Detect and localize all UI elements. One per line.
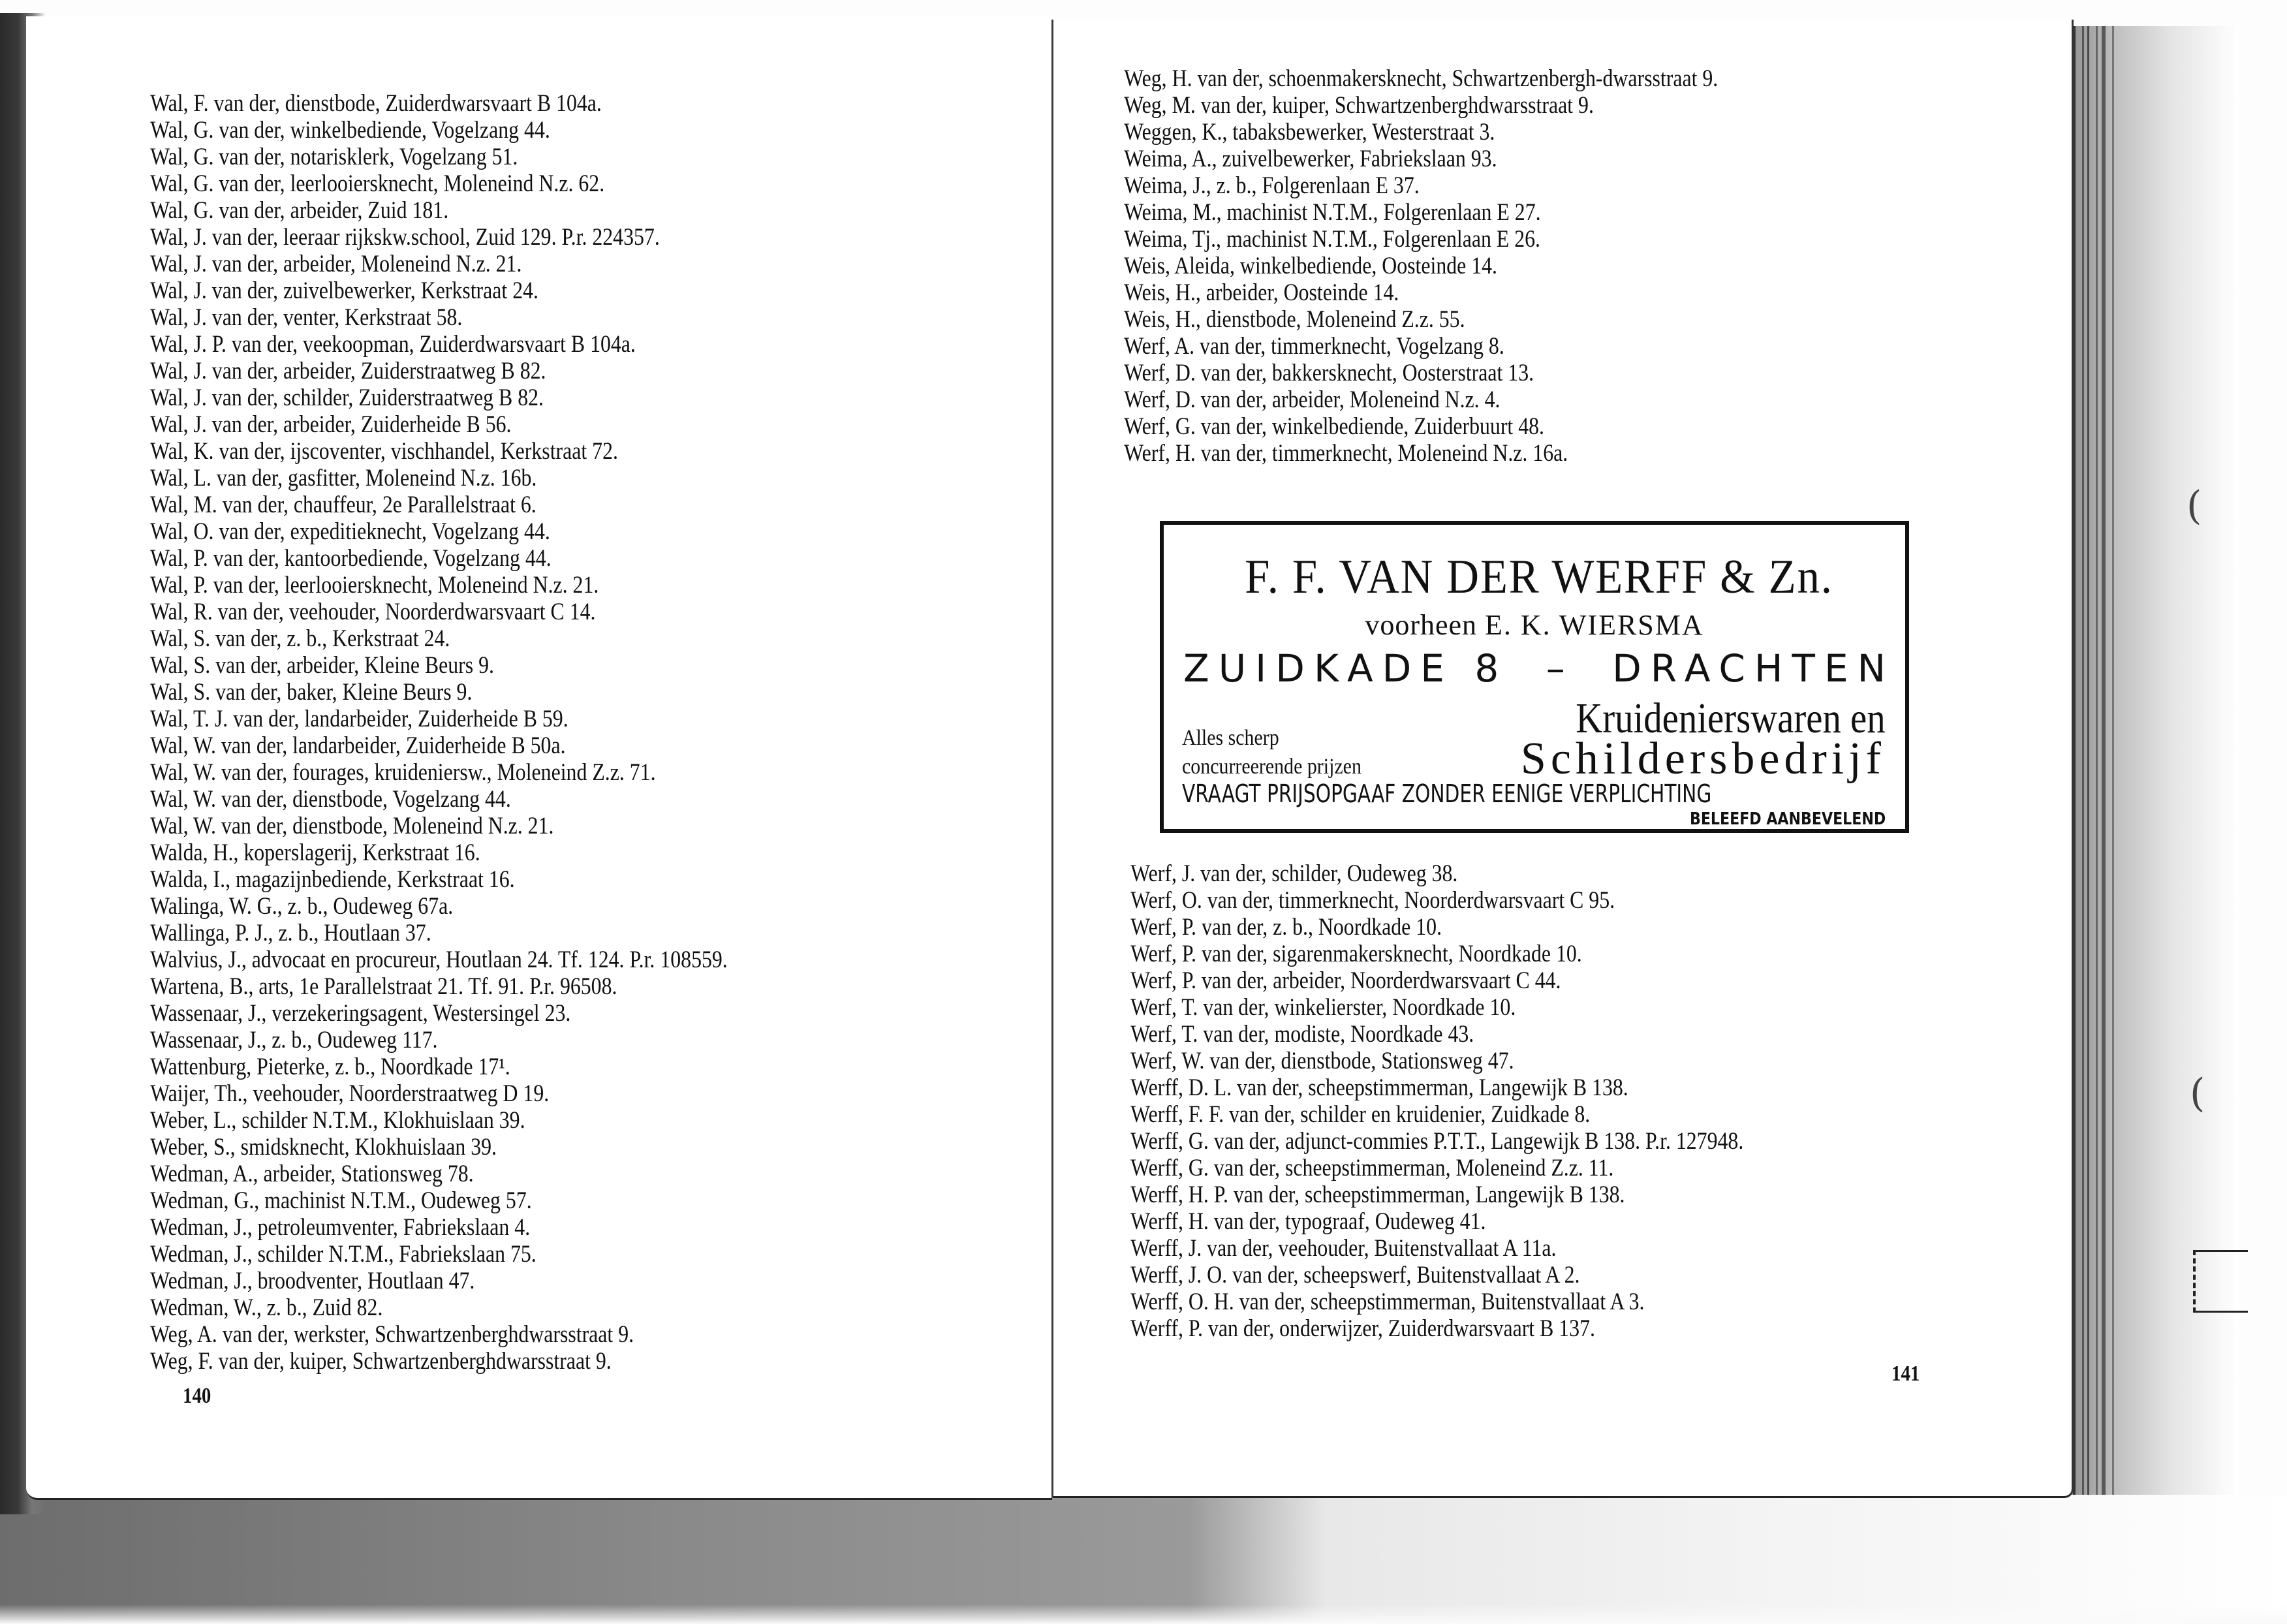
directory-entry-text: Wedman, J., petroleumventer, Fabriekslaan 4. (150, 1214, 531, 1241)
directory-entry (150, 170, 1004, 197)
directory-entry (150, 1134, 1004, 1161)
directory-entry (150, 90, 1004, 117)
directory-entry-text: Wal, J. P. van der, veekoopman, Zuiderdwarsvaart B 104a. (150, 331, 636, 358)
page-stack-edge (2087, 26, 2098, 1495)
directory-entry (150, 224, 1004, 251)
directory-entry-text: Wal, S. van der, baker, Kleine Beurs 9. (150, 679, 473, 706)
directory-entry-text: Werf, G. van der, winkelbediende, Zuiderbuurt 48. (1124, 413, 1545, 440)
directory-entry-text: Werff, O. H. van der, scheepstimmerman, Buitenstvallaat A 3. (1130, 1288, 1645, 1315)
directory-entry-text: Wal, L. van der, gasfitter, Moleneind N.z. 16b. (150, 465, 537, 492)
directory-entry (150, 1107, 1004, 1134)
directory-entry-text: Weg, H. van der, schoenmakersknecht, Schwartzenbergh-dwarsstraat 9. (1124, 65, 1719, 92)
directory-entry-text: Wal, J. van der, arbeider, Zuiderheide B 56. (150, 411, 512, 438)
directory-entry (150, 946, 1004, 973)
directory-entry (1124, 413, 1965, 440)
directory-entry (1130, 1315, 1978, 1342)
directory-entry (150, 384, 1004, 411)
directory-entry (150, 304, 1004, 331)
directory-entry (150, 759, 1004, 786)
directory-entry (150, 1321, 1004, 1348)
directory-entry-text: Werf, T. van der, modiste, Noordkade 43. (1130, 1021, 1474, 1048)
directory-entry (1130, 1208, 1978, 1235)
directory-entry (150, 1161, 1004, 1187)
directory-entry (1130, 1288, 1978, 1315)
directory-entry (150, 117, 1004, 144)
directory-entry-text: Werff, J. O. van der, scheepswerf, Buitenstvallaat A 2. (1130, 1262, 1580, 1288)
directory-entry (1124, 306, 1965, 333)
directory-entry-text: Wal, M. van der, chauffeur, 2e Parallelstraat 6. (150, 492, 537, 518)
directory-entry (1124, 253, 1965, 279)
directory-entry-text: Wal, K. van der, ijscoventer, vischhandel, Kerkstraat 72. (150, 438, 618, 465)
directory-entry-text: Wal, S. van der, z. b., Kerkstraat 24. (150, 625, 450, 652)
ad-formerly-prefix: voorheen (1365, 609, 1478, 641)
directory-entry (150, 465, 1004, 492)
directory-entry (1124, 279, 1965, 306)
directory-entry (1130, 914, 1978, 941)
directory-entry (150, 411, 1004, 438)
directory-entry (150, 545, 1004, 572)
directory-entry-text: Walda, H., koperslagerij, Kerkstraat 16. (150, 839, 480, 866)
directory-entry-text: Werf, P. van der, arbeider, Noorderdwarsvaart C 44. (1130, 967, 1561, 994)
directory-entry (1124, 360, 1965, 386)
directory-entry-text: Weg, F. van der, kuiper, Schwartzenberghdwarsstraat 9. (150, 1348, 612, 1375)
directory-entry-text: Wal, J. van der, arbeider, Moleneind N.z. 21. (150, 251, 522, 277)
margin-mark: ( (2186, 483, 2202, 529)
directory-entry-text: Wal, J. van der, arbeider, Zuiderstraatweg B 82. (150, 358, 546, 384)
directory-entry (1130, 887, 1978, 914)
directory-entry-text: Werff, D. L. van der, scheepstimmerman, Langewijk B 138. (1130, 1074, 1628, 1101)
directory-entry-text: Wal, W. van der, dienstbode, Vogelzang 44. (150, 786, 511, 813)
directory-entry-text: Wedman, J., broodventer, Houtlaan 47. (150, 1268, 475, 1294)
right-page-entries-top (1124, 65, 1965, 467)
directory-entry-text: Wal, P. van der, leerlooiersknecht, Moleneind N.z. 21. (150, 572, 599, 599)
directory-entry (150, 973, 1004, 1000)
directory-entry-text: Wedman, G., machinist N.T.M., Oudeweg 57. (150, 1187, 532, 1214)
left-page-entries (150, 90, 1004, 1375)
directory-entry-text: Wal, W. van der, landarbeider, Zuiderheide B 50a. (150, 732, 566, 759)
directory-entry (1124, 119, 1965, 146)
directory-entry (1130, 1101, 1978, 1128)
right-page-entries-bottom (1130, 860, 1978, 1342)
directory-entry (150, 706, 1004, 732)
directory-entry-text: Weis, H., arbeider, Oosteinde 14. (1124, 279, 1399, 306)
directory-entry (150, 920, 1004, 946)
directory-entry (150, 1241, 1004, 1268)
directory-entry-text: Werff, P. van der, onderwijzer, Zuiderdwarsvaart B 137. (1130, 1315, 1595, 1342)
directory-entry (1130, 994, 1978, 1021)
directory-entry-text: Wedman, A., arbeider, Stationsweg 78. (150, 1161, 474, 1187)
directory-entry (1124, 65, 1965, 92)
ad-address-street: ZUIDKADE 8 (1183, 646, 1508, 691)
margin-bracket-mark (2193, 1250, 2248, 1313)
ad-address-city: DRACHTEN (1612, 646, 1895, 691)
directory-entry-text: Weg, A. van der, werkster, Schwartzenberghdwarsstraat 9. (150, 1321, 634, 1348)
directory-entry (150, 599, 1004, 625)
directory-entry (150, 625, 1004, 652)
directory-entry (150, 1294, 1004, 1321)
directory-entry (150, 893, 1004, 920)
directory-entry-text: Walvius, J., advocaat en procureur, Houtlaan 24. Tf. 124. P.r. 108559. (150, 946, 728, 973)
directory-entry-text: Wal, G. van der, leerlooiersknecht, Moleneind N.z. 62. (150, 170, 605, 197)
directory-entry-text: Wallinga, P. J., z. b., Houtlaan 37. (150, 920, 431, 946)
page-number-left: 140 (183, 1384, 211, 1408)
directory-entry (1130, 1235, 1978, 1262)
directory-entry (150, 1080, 1004, 1107)
directory-entry (1130, 1262, 1978, 1288)
table-shadow (0, 1495, 2287, 1624)
directory-entry (1130, 1128, 1978, 1155)
directory-entry (1130, 967, 1978, 994)
directory-entry-text: Weima, M., machinist N.T.M., Folgerenlaan E 27. (1124, 199, 1541, 226)
ad-address (1183, 647, 1895, 690)
directory-entry-text: Weima, Tj., machinist N.T.M., Folgerenlaan E 26. (1124, 226, 1540, 253)
directory-entry (1130, 1155, 1978, 1181)
directory-entry-text: Werff, H. P. van der, scheepstimmerman, Langewijk B 138. (1130, 1181, 1625, 1208)
directory-entry-text: Werf, H. van der, timmerknecht, Moleneind N.z. 16a. (1124, 440, 1568, 467)
directory-entry (1124, 440, 1965, 467)
directory-entry-text: Weis, Aleida, winkelbediende, Oosteinde 14. (1124, 253, 1497, 279)
page-stack-edge (2073, 26, 2084, 1495)
directory-entry-text: Wal, J. van der, venter, Kerkstraat 58. (150, 304, 463, 331)
directory-entry (150, 1187, 1004, 1214)
directory-entry-text: Werf, P. van der, z. b., Noordkade 10. (1130, 914, 1442, 941)
directory-entry-text: Werf, J. van der, schilder, Oudeweg 38. (1130, 860, 1458, 887)
directory-entry-text: Weggen, K., tabaksbewerker, Westerstraat 3. (1124, 119, 1495, 146)
ad-address-dash: – (1546, 646, 1574, 691)
directory-entry (150, 358, 1004, 384)
directory-entry (150, 1000, 1004, 1027)
directory-entry (150, 679, 1004, 706)
directory-entry-text: Wal, J. van der, zuivelbewerker, Kerkstraat 24. (150, 277, 538, 304)
directory-entry-text: Weber, L., schilder N.T.M., Klokhuislaan 39. (150, 1107, 525, 1134)
directory-entry (150, 197, 1004, 224)
directory-entry (150, 251, 1004, 277)
ad-request: VRAAGT PRIJSOPGAAF ZONDER EENIGE VERPLICHTING (1182, 779, 1712, 808)
directory-entry (1124, 146, 1965, 172)
directory-entry-text: Walinga, W. G., z. b., Oudeweg 67a. (150, 893, 454, 920)
directory-entry (1124, 92, 1965, 119)
directory-entry-text: Werf, P. van der, sigarenmakersknecht, Noordkade 10. (1130, 941, 1582, 967)
ad-formerly (1164, 610, 1905, 641)
directory-entry-text: Wal, J. van der, leeraar rijkskw.school, Zuid 129. P.r. 224357. (150, 224, 660, 251)
directory-entry (150, 1054, 1004, 1080)
directory-entry-text: Werff, H. van der, typograaf, Oudeweg 41. (1130, 1208, 1486, 1235)
directory-entry-text: Weis, H., dienstbode, Moleneind Z.z. 55. (1124, 306, 1465, 333)
directory-entry (150, 331, 1004, 358)
directory-entry-text: Wal, G. van der, winkelbediende, Vogelzang 44. (150, 117, 550, 144)
directory-entry-text: Wal, P. van der, kantoorbediende, Vogelzang 44. (150, 545, 552, 572)
directory-entry (150, 1268, 1004, 1294)
directory-entry (150, 518, 1004, 545)
page-stack-edge (2102, 26, 2114, 1495)
directory-entry-text: Wal, S. van der, arbeider, Kleine Beurs 9. (150, 652, 494, 679)
ad-title: F. F. VAN DER WERFF & Zn. (1245, 550, 1833, 604)
directory-entry-text: Werf, O. van der, timmerknecht, Noorderdwarsvaart C 95. (1130, 887, 1615, 914)
directory-entry-text: Wal, G. van der, arbeider, Zuid 181. (150, 197, 449, 224)
directory-entry-text: Walda, I., magazijnbediende, Kerkstraat 16. (150, 866, 515, 893)
directory-entry (1124, 226, 1965, 253)
page-number-right: 141 (1891, 1362, 1920, 1386)
directory-entry-text: Wal, W. van der, fourages, kruideniersw., Moleneind Z.z. 71. (150, 759, 656, 786)
directory-entry (150, 492, 1004, 518)
directory-entry-text: Werff, F. F. van der, schilder en kruidenier, Zuidkade 8. (1130, 1101, 1591, 1128)
directory-entry-text: Werf, T. van der, winkelierster, Noordkade 10. (1130, 994, 1516, 1021)
directory-entry-text: Werf, D. van der, arbeider, Moleneind N.z. 4. (1124, 386, 1501, 413)
directory-entry-text: Wal, T. J. van der, landarbeider, Zuiderheide B 59. (150, 706, 568, 732)
directory-entry-text: Weber, S., smidsknecht, Klokhuislaan 39. (150, 1134, 497, 1161)
directory-entry (150, 277, 1004, 304)
directory-entry-text: Wal, O. van der, expeditieknecht, Vogelzang 44. (150, 518, 550, 545)
directory-entry-text: Wattenburg, Pieterke, z. b., Noordkade 17¹. (150, 1054, 510, 1080)
book-gutter (1051, 20, 1053, 1498)
directory-entry-text: Wal, J. van der, schilder, Zuiderstraatweg B 82. (150, 384, 544, 411)
ad-formerly-name: E. K. WIERSMA (1485, 609, 1704, 641)
directory-entry-text: Waijer, Th., veehouder, Noorderstraatweg D 19. (150, 1080, 550, 1107)
margin-mark: ( (2190, 1070, 2205, 1116)
directory-entry (150, 732, 1004, 759)
directory-entry (150, 1214, 1004, 1241)
directory-entry (1130, 1074, 1978, 1101)
directory-entry-text: Wal, W. van der, dienstbode, Moleneind N.z. 21. (150, 813, 554, 839)
ad-closing: BELEEFD AANBEVELEND (1689, 809, 1886, 829)
directory-entry (150, 813, 1004, 839)
directory-entry-text: Werff, J. van der, veehouder, Buitenstvallaat A 11a. (1130, 1235, 1557, 1262)
directory-entry-text: Weg, M. van der, kuiper, Schwartzenberghdwarsstraat 9. (1124, 92, 1594, 119)
directory-entry (1124, 199, 1965, 226)
directory-entry-text: Werf, W. van der, dienstbode, Stationsweg 47. (1130, 1048, 1514, 1074)
directory-entry (1130, 1181, 1978, 1208)
directory-entry-text: Weima, A., zuivelbewerker, Fabriekslaan 93. (1124, 146, 1497, 172)
ad-goods-line2: Schildersbedrijf (1520, 734, 1886, 784)
directory-entry-text: Wassenaar, J., z. b., Oudeweg 117. (150, 1027, 438, 1054)
directory-entry (150, 866, 1004, 893)
directory-entry-text: Wassenaar, J., verzekeringsagent, Westersingel 23. (150, 1000, 571, 1027)
directory-entry-text: Werf, A. van der, timmerknecht, Vogelzang 8. (1124, 333, 1504, 360)
directory-entry (150, 1027, 1004, 1054)
directory-entry (1124, 172, 1965, 199)
directory-entry (1130, 941, 1978, 967)
directory-entry-text: Werf, D. van der, bakkersknecht, Oosterstraat 13. (1124, 360, 1534, 386)
directory-entry-text: Wedman, J., schilder N.T.M., Fabriekslaan 75. (150, 1241, 537, 1268)
directory-entry-text: Wal, F. van der, dienstbode, Zuiderdwarsvaart B 104a. (150, 90, 602, 117)
directory-entry-text: Wal, R. van der, veehouder, Noorderdwarsvaart C 14. (150, 599, 596, 625)
directory-entry (1124, 333, 1965, 360)
directory-entry (1130, 1048, 1978, 1074)
directory-entry (150, 572, 1004, 599)
advertisement-box (1160, 521, 1909, 833)
ad-goods-line1: Kruidenierswaren en (1576, 695, 1886, 742)
directory-entry (1130, 860, 1978, 887)
directory-entry-text: Wartena, B., arts, 1e Parallelstraat 21. Tf. 91. P.r. 96508. (150, 973, 617, 1000)
directory-entry (150, 144, 1004, 170)
directory-entry (1124, 386, 1965, 413)
ad-slogan (1182, 724, 1361, 781)
directory-entry (150, 652, 1004, 679)
directory-entry (150, 1348, 1004, 1375)
directory-entry (150, 786, 1004, 813)
directory-entry (1130, 1021, 1978, 1048)
directory-entry-text: Werff, G. van der, scheepstimmerman, Moleneind Z.z. 11. (1130, 1155, 1614, 1181)
directory-entry-text: Wal, G. van der, notarisklerk, Vogelzang 51. (150, 144, 518, 170)
directory-entry-text: Wedman, W., z. b., Zuid 82. (150, 1294, 383, 1321)
directory-entry (150, 839, 1004, 866)
ad-slogan-line1: Alles scherp (1182, 726, 1279, 750)
ad-slogan-line2: concurreerende prijzen (1182, 755, 1361, 779)
directory-entry-text: Weima, J., z. b., Folgerenlaan E 37. (1124, 172, 1420, 199)
directory-entry (150, 438, 1004, 465)
directory-entry-text: Werff, G. van der, adjunct-commies P.T.T., Langewijk B 138. P.r. 127948. (1130, 1128, 1744, 1155)
